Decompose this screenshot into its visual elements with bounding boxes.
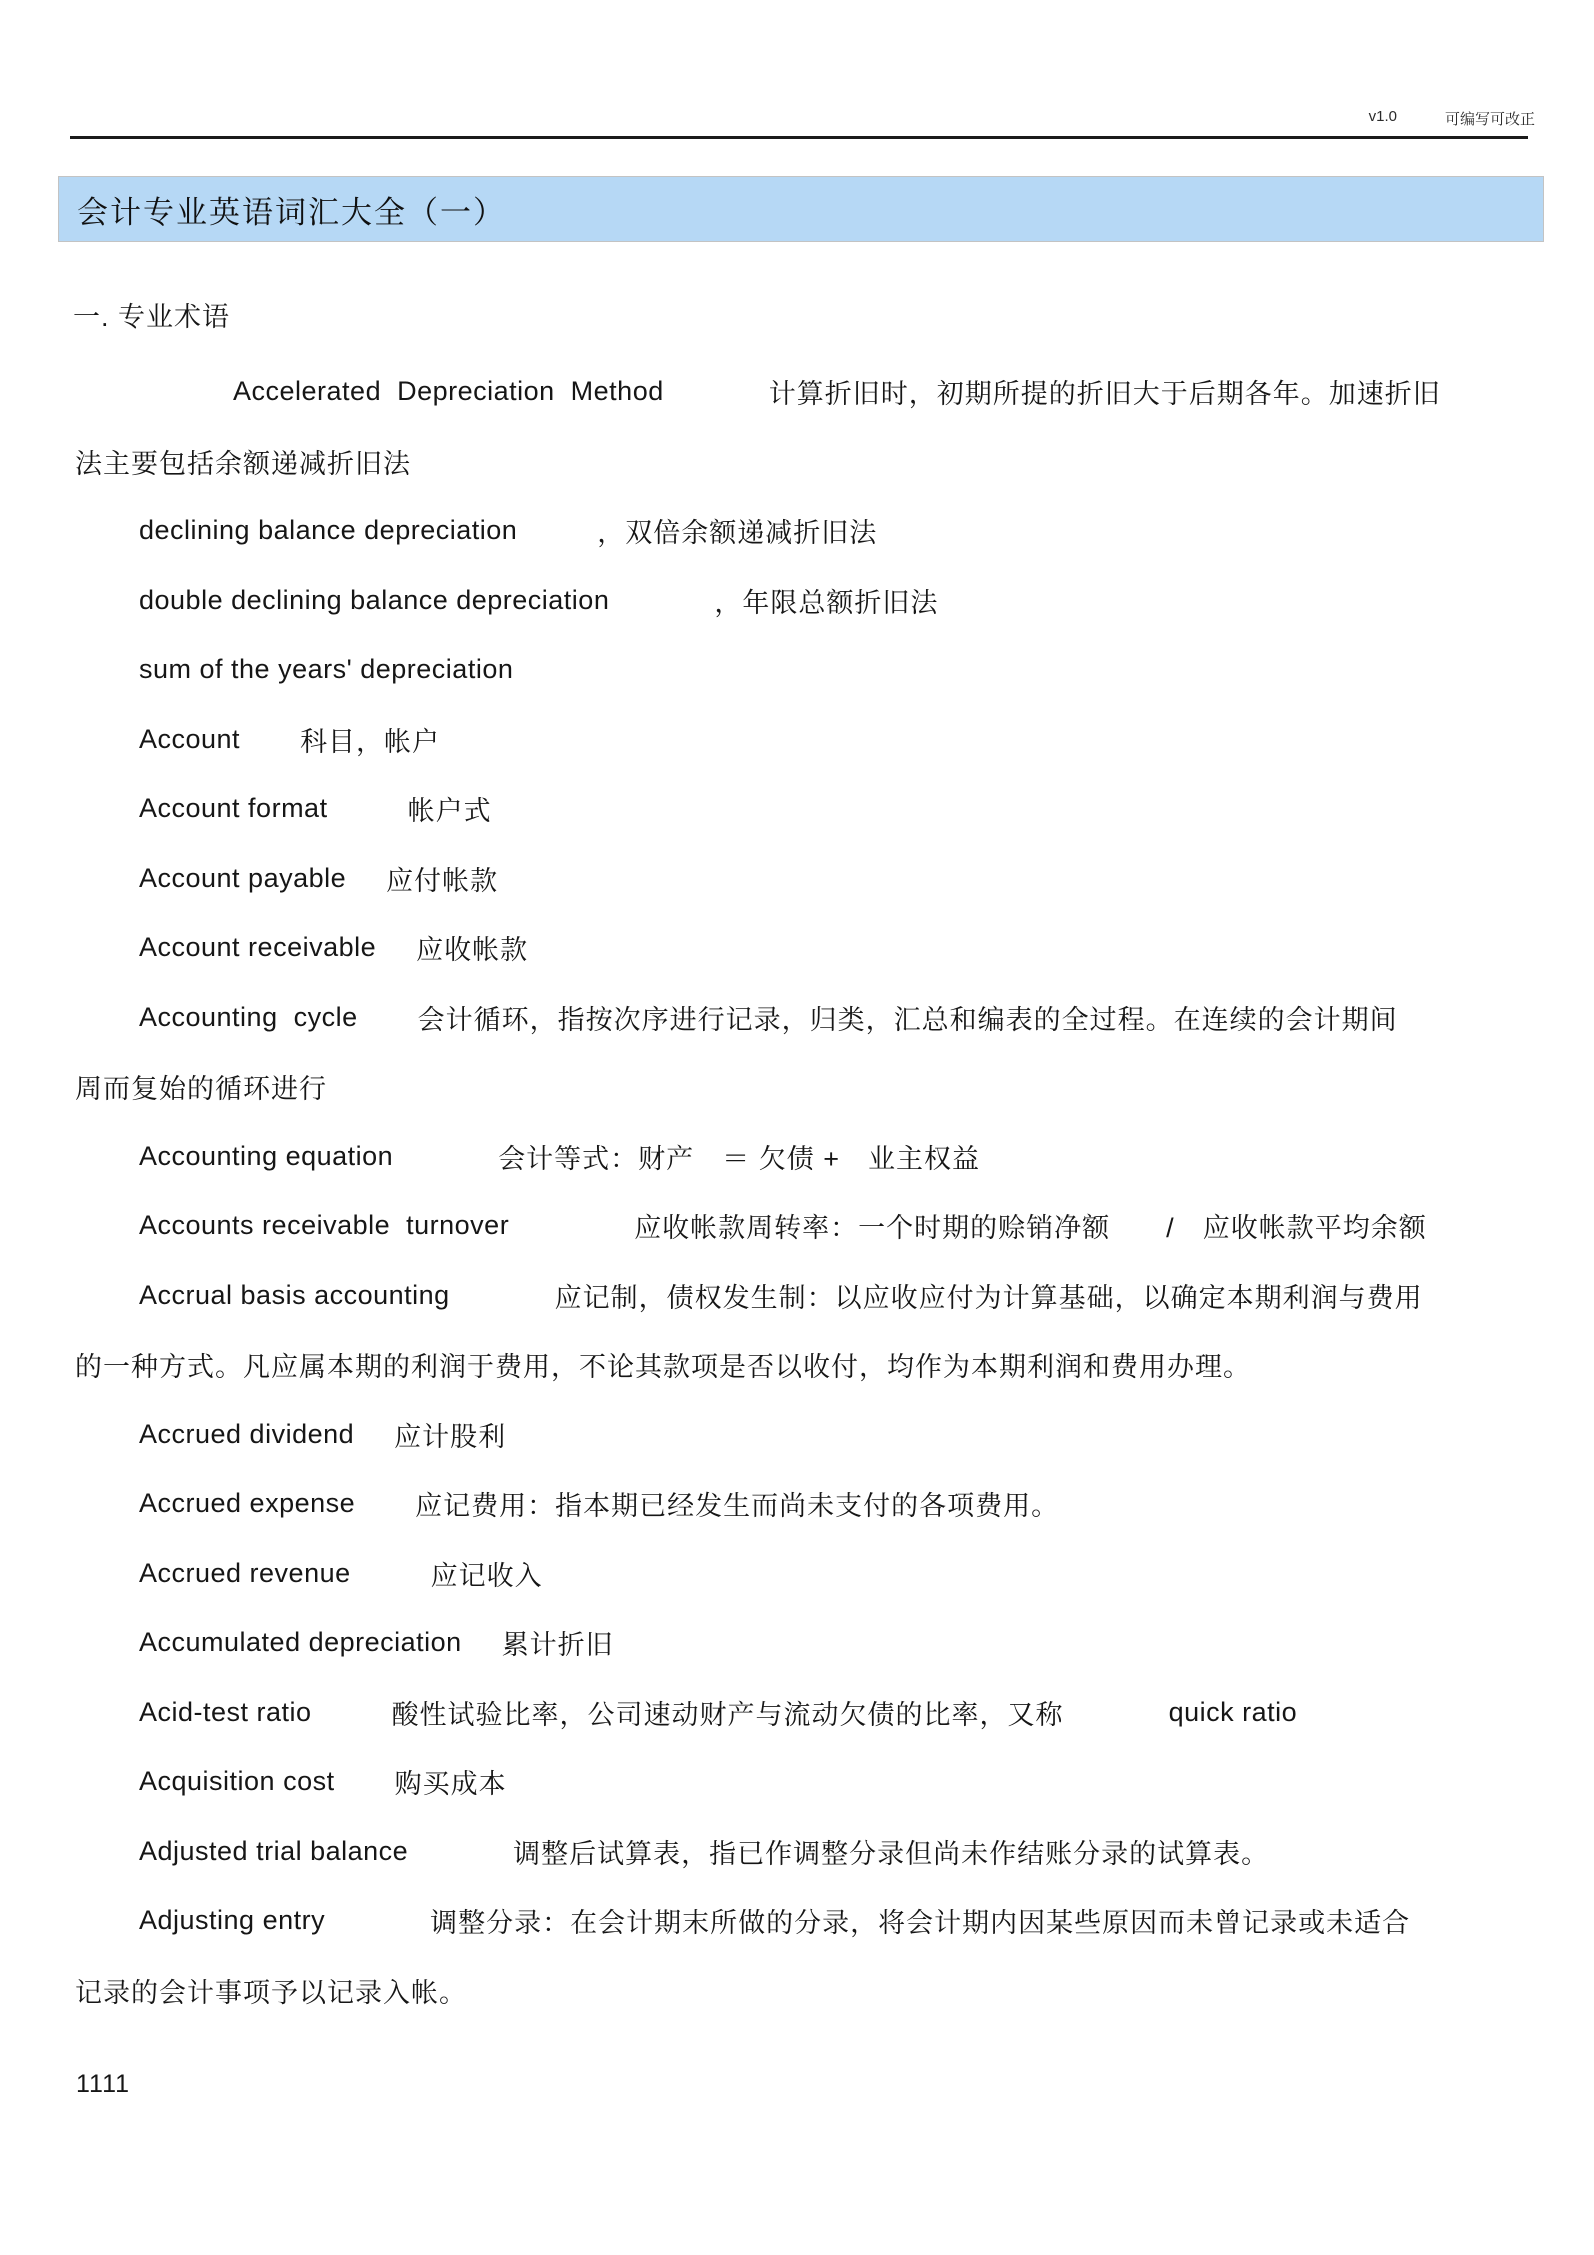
term-en: Accrual basis accounting (139, 1279, 450, 1310)
glossary-line (0, 1608, 1594, 1678)
glossary-line (0, 1539, 1594, 1609)
term-en: Accounts receivable turnover (139, 1210, 510, 1241)
definition-zh: 应付帐款 (386, 865, 499, 896)
title-banner (58, 176, 1544, 242)
term-en: double declining balance depreciation (139, 584, 610, 615)
definition-zh: ，年限总额折旧法 (714, 587, 939, 618)
term-en: Adjusting entry (139, 1905, 326, 1936)
glossary-line (0, 913, 1594, 983)
definition-zh: ，双倍余额递减折旧法 (597, 518, 878, 549)
definition-zh: 应收帐款周转率：一个时期的赊销净额 / 应收帐款平均余额 (634, 1213, 1427, 1244)
glossary-line (0, 844, 1594, 914)
definition-zh: 应记收入 (430, 1560, 543, 1591)
page-header (1369, 108, 1535, 129)
definition-zh: 累计折旧 (501, 1630, 614, 1661)
glossary-line (0, 705, 1594, 775)
header-rule (70, 136, 1528, 139)
glossary-line-continuation (0, 1330, 1594, 1400)
definition-zh: 法主要包括余额递减折旧法 (75, 448, 411, 479)
glossary-line-continuation (0, 1956, 1594, 2026)
term-en: Accelerated Depreciation Method (233, 376, 664, 407)
term-en: Account (139, 723, 241, 754)
definition-zh: 调整分录：在会计期末所做的分录，将会计期内因某些原因而未曾记录或未适合 (430, 1908, 1411, 1939)
page-title: 会计专业英语词汇大全（一） (77, 194, 506, 230)
term-en: Account format (139, 793, 328, 824)
glossary-line (0, 774, 1594, 844)
term-en: Adjusted trial balance (139, 1835, 409, 1866)
definition-zh: 应记费用：指本期已经发生而尚未支付的各项费用。 (415, 1491, 1060, 1522)
glossary-line (0, 983, 1594, 1053)
glossary-line (0, 1122, 1594, 1192)
term-en: Account receivable (139, 932, 377, 963)
term-en: Acid-test ratio (139, 1696, 312, 1727)
glossary-line (0, 1261, 1594, 1331)
glossary-line (0, 1191, 1594, 1261)
definition-zh: 会计等式：财产 ＝ 欠债 + 业主权益 (498, 1143, 980, 1174)
definition-zh: 购买成本 (394, 1769, 507, 1800)
term-en: Accrued dividend (139, 1418, 355, 1449)
term-tail-en: quick ratio (1168, 1696, 1298, 1727)
glossary-line-continuation (0, 427, 1594, 497)
definition-zh: 应计股利 (394, 1421, 507, 1452)
glossary-line (0, 635, 1594, 705)
definition-zh: 的一种方式。凡应属本期的利润于费用，不论其款项是否以收付，均作为本期利润和费用办理。 (75, 1352, 1251, 1383)
page-number: 1111 (76, 2070, 131, 2098)
glossary-line (0, 496, 1594, 566)
term-en: sum of the years' depreciation (139, 654, 514, 685)
term-en: Account payable (139, 862, 347, 893)
definition-zh: 应收帐款 (416, 935, 529, 966)
glossary-line-continuation (0, 1052, 1594, 1122)
glossary-line (0, 1886, 1594, 1956)
definition-zh: 科目，帐户 (300, 726, 441, 757)
term-en: declining balance depreciation (139, 515, 518, 546)
definition-zh: 周而复始的循环进行 (75, 1074, 327, 1105)
glossary-line (0, 1817, 1594, 1887)
term-en: Accounting cycle (139, 1001, 358, 1032)
term-en: Accrued expense (139, 1488, 356, 1519)
glossary-line (0, 1747, 1594, 1817)
section-heading: 一. 专业术语 (73, 302, 231, 332)
page-footer (76, 2070, 130, 2099)
term-en: Accumulated depreciation (139, 1627, 462, 1658)
definition-zh: 记录的会计事项予以记录入帐。 (75, 1977, 467, 2008)
definition-zh: 帐户式 (407, 796, 492, 827)
version-label: v1.0 (1368, 108, 1397, 125)
term-en: Accounting equation (139, 1140, 394, 1171)
definition-zh: 应记制，债权发生制：以应收应付为计算基础，以确定本期利润与费用 (554, 1282, 1423, 1313)
glossary-line (0, 357, 1594, 427)
header-note: 可编写可改正 (1444, 111, 1535, 128)
glossary-line (0, 1678, 1594, 1748)
term-en: Acquisition cost (139, 1766, 335, 1797)
definition-zh: 计算折旧时，初期所提的折旧大于后期各年。加速折旧 (768, 379, 1441, 410)
glossary-list (0, 357, 1594, 2025)
term-en: Accrued revenue (139, 1557, 351, 1588)
definition-zh: 调整后试算表，指已作调整分录但尚未作结账分录的试算表。 (513, 1838, 1270, 1869)
definition-zh: 会计循环，指按次序进行记录，归类，汇总和编表的全过程。在连续的会计期间 (417, 1004, 1398, 1035)
glossary-line (0, 1400, 1594, 1470)
definition-zh: 酸性试验比率，公司速动财产与流动欠债的比率，又称 (391, 1699, 1064, 1730)
glossary-line (0, 1469, 1594, 1539)
glossary-line (0, 566, 1594, 636)
